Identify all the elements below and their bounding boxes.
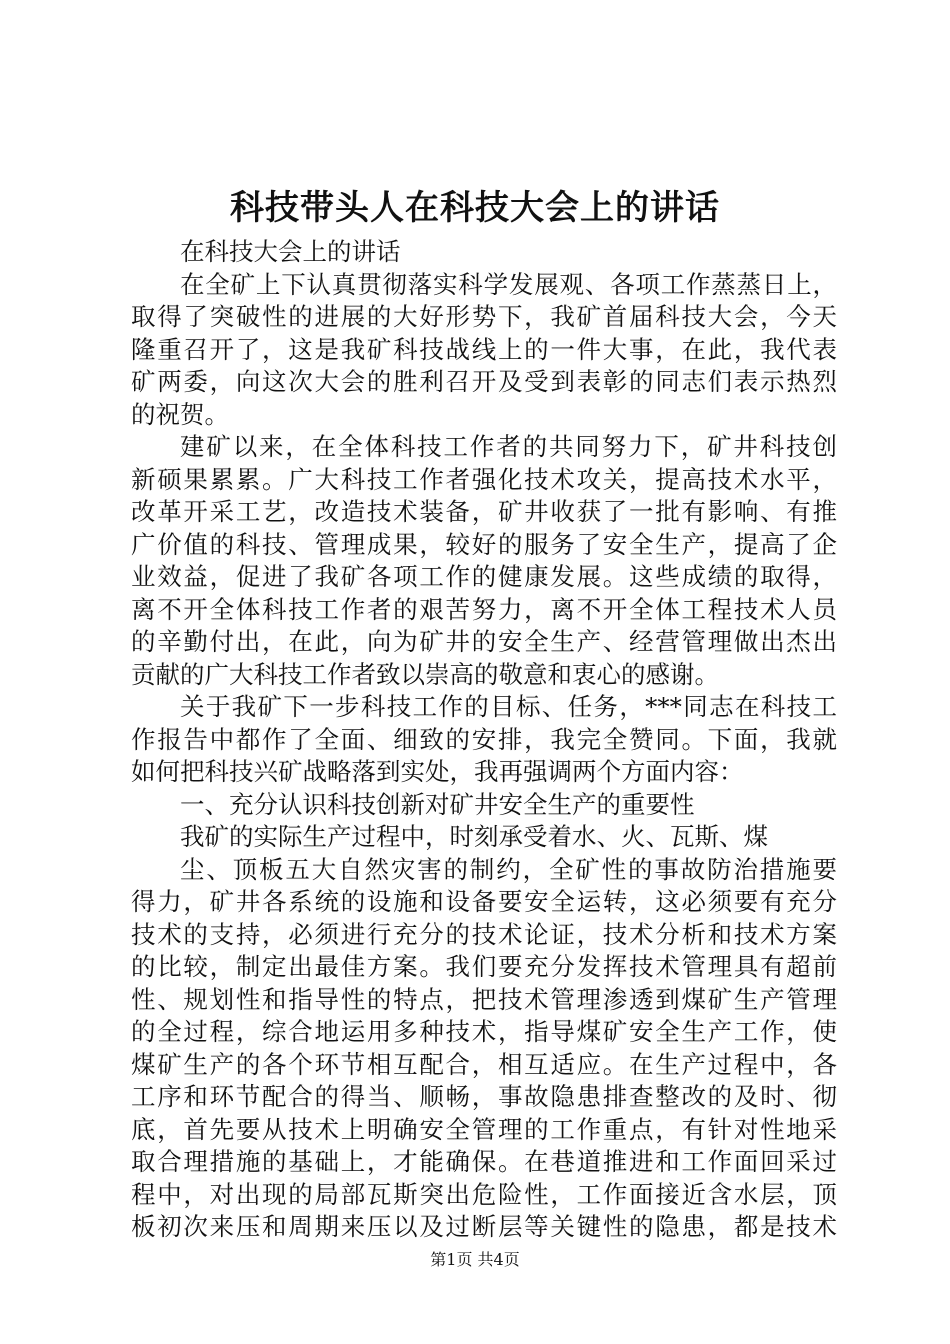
text-line: 取合理措施的基础上，才能确保。在巷道推进和工作面回采过	[131, 1147, 837, 1176]
text-line: 尘、顶板五大自然灾害的制约，全矿性的事故防治措施要	[180, 854, 837, 884]
text-line: 性、规划性和指导性的特点，把技术管理渗透到煤矿生产管理	[131, 984, 837, 1014]
text-line: 矿两委，向这次大会的胜利召开及受到表彰的同志们表示热烈	[131, 367, 837, 396]
text-line: 关于我矿下一步科技工作的目标、任务，***同志在科技工	[180, 692, 837, 721]
body-text	[131, 236, 837, 1244]
text-line: 取得了突破性的进展的大好形势下，我矿首届科技大会，今天	[131, 302, 837, 331]
text-line: 作报告中都作了全面、细致的安排，我完全赞同。下面，我就	[131, 724, 837, 754]
text-line: 底，首先要从技术上明确安全管理的工作重点，有针对性地采	[131, 1114, 837, 1144]
text-line: 如何把科技兴矿战略落到实处，我再强调两个方面内容：	[131, 757, 744, 786]
text-line: 我矿的实际生产过程中，时刻承受着水、火、瓦斯、煤	[180, 822, 768, 851]
text-line: 新硕果累累。广大科技工作者强化技术攻关，提高技术水平，	[131, 464, 837, 494]
text-line: 板初次来压和周期来压以及过断层等关键性的隐患，都是技术	[131, 1212, 837, 1241]
page-footer: 第1页 共4页	[430, 1250, 520, 1269]
text-line: 的祝贺。	[131, 399, 229, 429]
text-line: 建矿以来，在全体科技工作者的共同努力下，矿井科技创	[180, 432, 837, 461]
text-line: 的全过程，综合地运用多种技术，指导煤矿安全生产工作，使	[131, 1017, 837, 1046]
text-line: 广价值的科技、管理成果，较好的服务了安全生产，提高了企	[131, 529, 837, 559]
text-line: 贡献的广大科技工作者致以崇高的敬意和衷心的感谢。	[131, 659, 719, 689]
text-line: 工序和环节配合的得当、顺畅，事故隐患排查整改的及时、彻	[131, 1082, 837, 1111]
text-line: 的辛勤付出，在此，向为矿井的安全生产、经营管理做出杰出	[131, 627, 837, 656]
text-line: 得力，矿井各系统的设施和设备要安全运转，这必须要有充分	[131, 887, 837, 916]
text-line: 煤矿生产的各个环节相互配合，相互适应。在生产过程中，各	[131, 1049, 837, 1079]
text-line: 程中，对出现的局部瓦斯突出危险性，工作面接近含水层，顶	[131, 1179, 837, 1209]
text-line: 技术的支持，必须进行充分的技术论证，技术分析和技术方案	[131, 919, 837, 949]
page-title: 科技带头人在科技大会上的讲话	[230, 188, 720, 228]
text-line: 在科技大会上的讲话	[180, 237, 401, 266]
text-line: 离不开全体科技工作者的艰苦努力，离不开全体工程技术人员	[131, 594, 837, 624]
text-line: 隆重召开了，这是我矿科技战线上的一件大事，在此，我代表	[131, 334, 837, 364]
text-line: 在全矿上下认真贯彻落实科学发展观、各项工作蒸蒸日上，	[180, 269, 837, 299]
text-line: 业效益，促进了我矿各项工作的健康发展。这些成绩的取得，	[131, 562, 837, 591]
text-line: 的比较，制定出最佳方案。我们要充分发挥技术管理具有超前	[131, 952, 837, 981]
text-line: 改革开采工艺，改造技术装备，矿井收获了一批有影响、有推	[131, 497, 837, 526]
text-line: 一、充分认识科技创新对矿井安全生产的重要性	[180, 789, 695, 819]
